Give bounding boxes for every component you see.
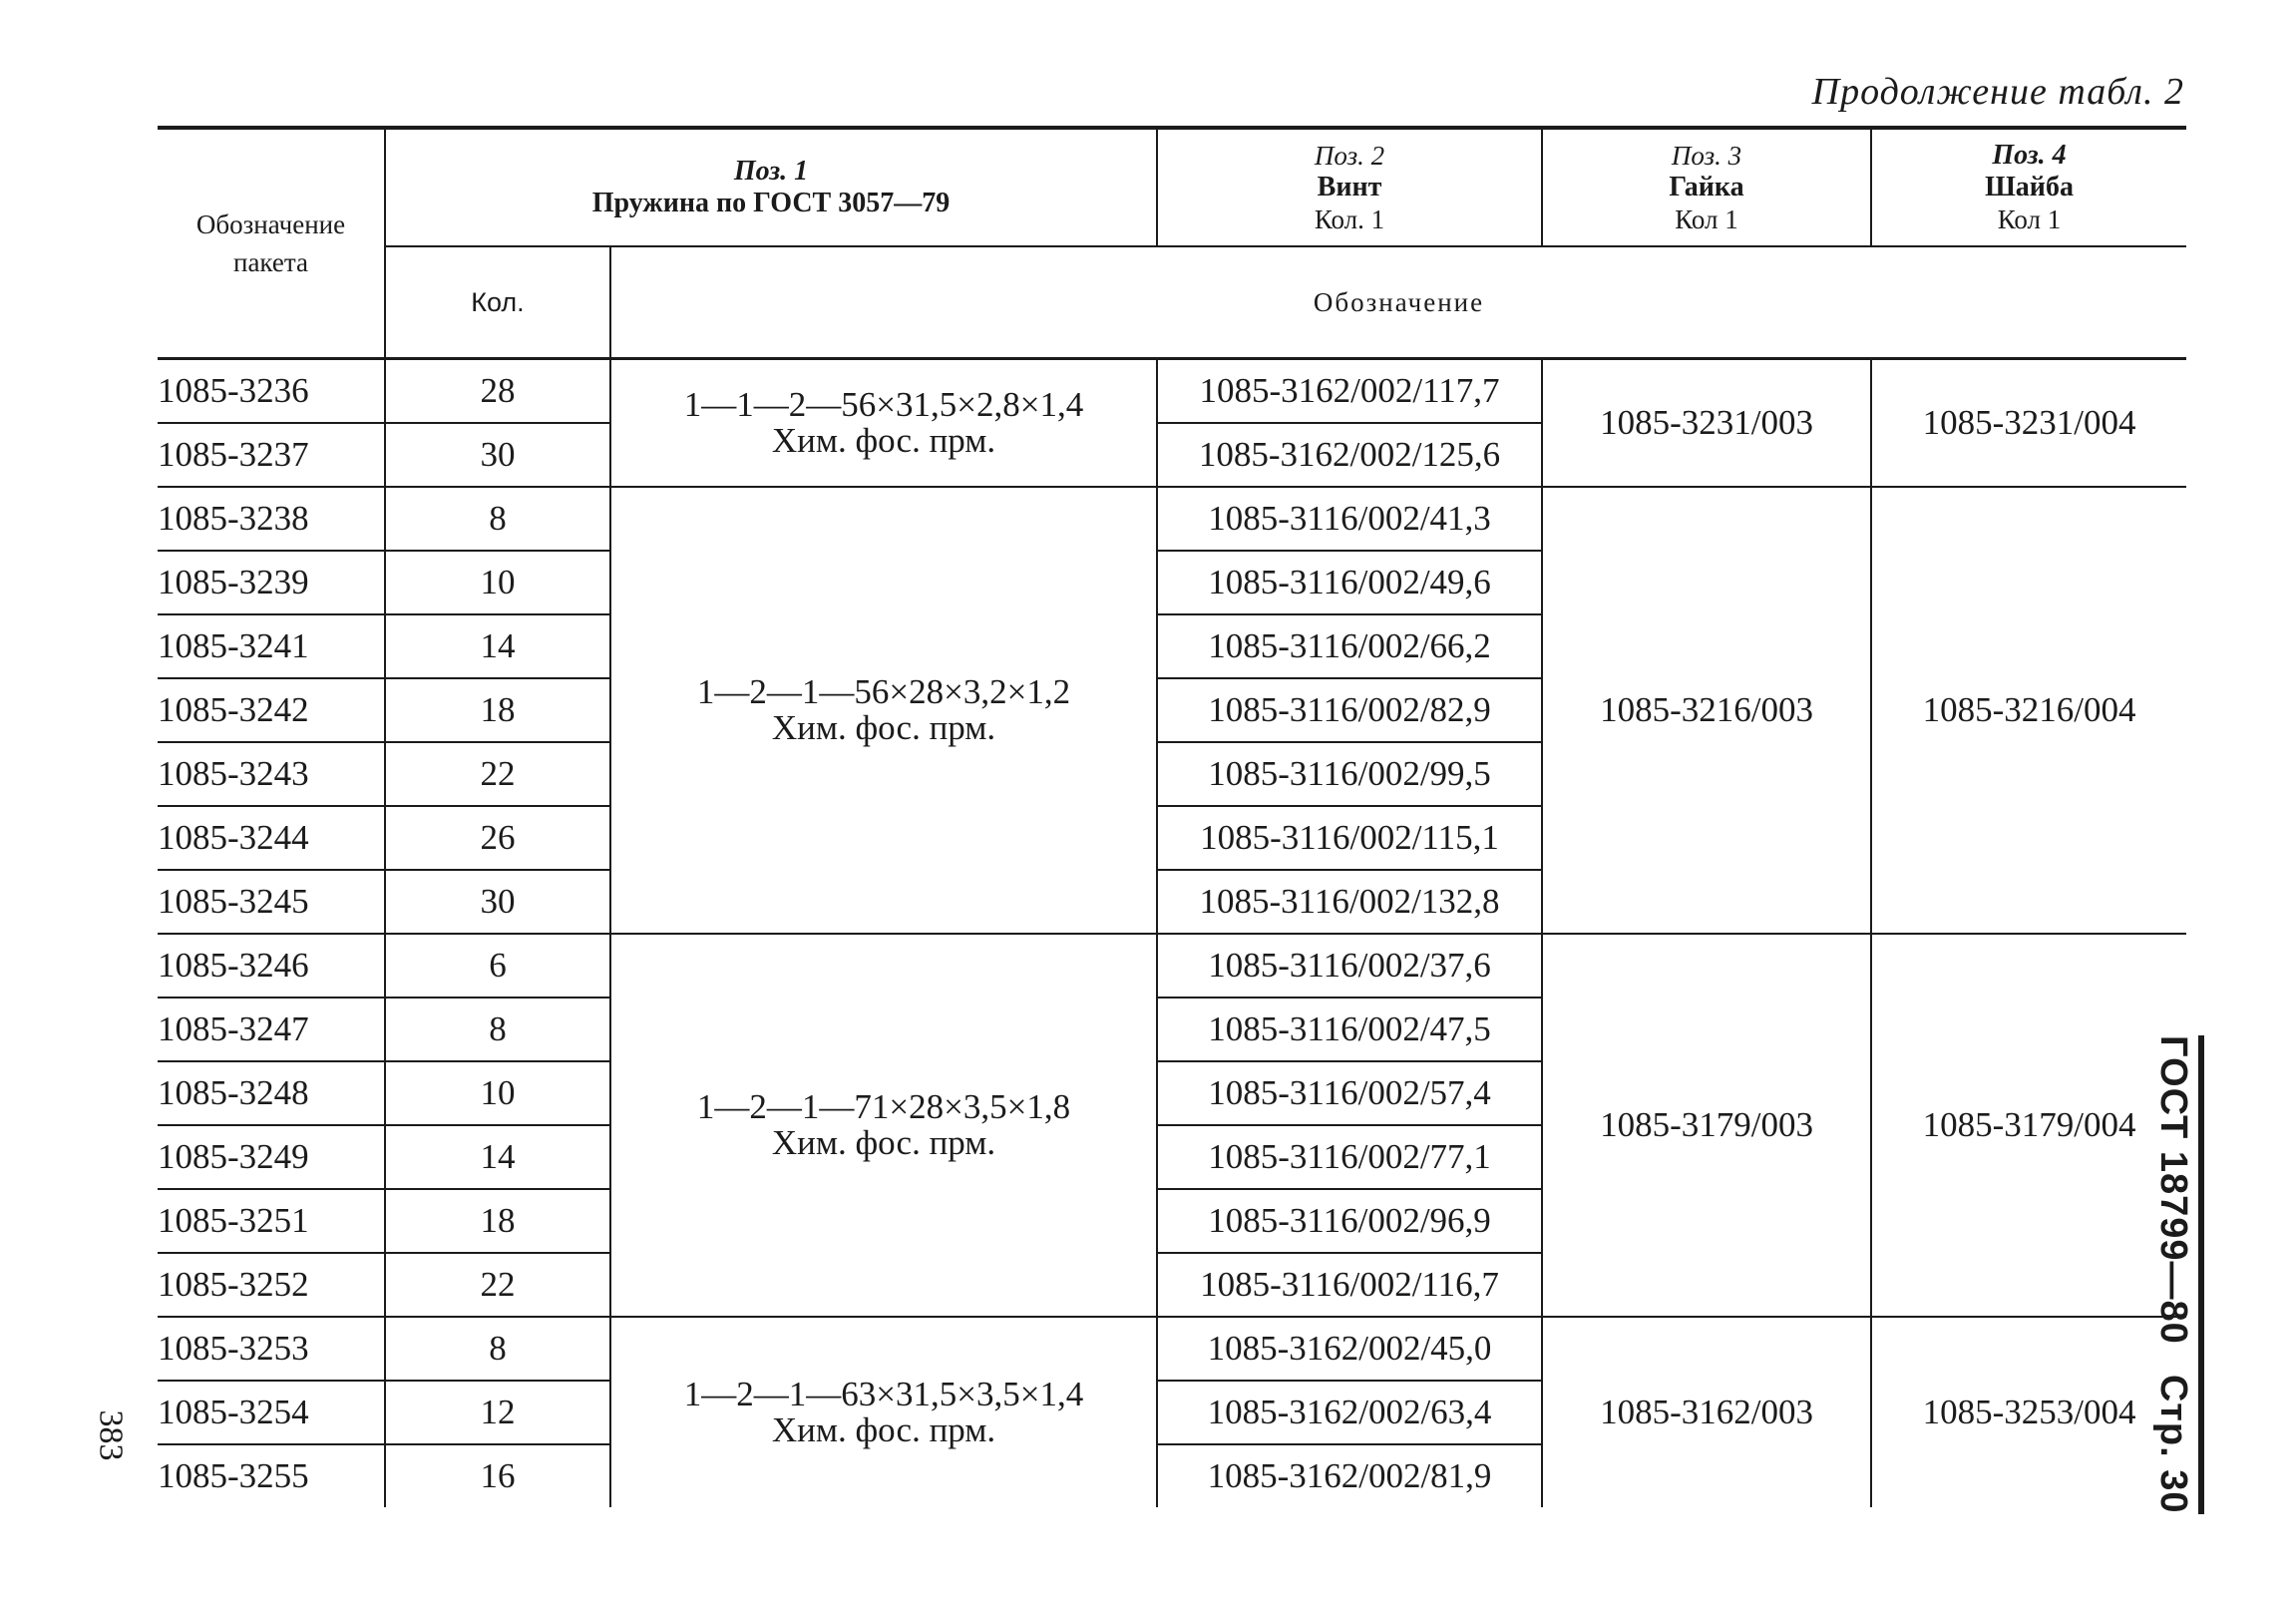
header-pos1-subtitle: Пружина по ГОСТ 3057—79 — [591, 188, 951, 218]
header-pos2-title: Поз. 2 — [1314, 141, 1385, 171]
screw-designation: 1085-3116/002/77,1 — [1157, 1125, 1542, 1189]
screw-designation: 1085-3116/002/66,2 — [1157, 614, 1542, 678]
screw-designation: 1085-3116/002/115,1 — [1157, 806, 1542, 870]
table-row — [158, 1317, 2186, 1381]
package-designation: 1085-3252 — [158, 1253, 385, 1317]
header-pos3-qty: Кол 1 — [1675, 204, 1738, 234]
header-pos1-title: Поз. 1 — [733, 156, 809, 187]
spring-coating: Хим. фос. прм. — [771, 421, 996, 460]
package-designation: 1085-3243 — [158, 742, 385, 806]
header-row-1 — [158, 128, 2186, 246]
spring-quantity: 8 — [385, 998, 610, 1061]
header-pos2-name: Винт — [1317, 172, 1382, 202]
spring-quantity: 14 — [385, 1125, 610, 1189]
header-pos4 — [1871, 128, 2186, 246]
header-package-designation: Обозначение пакета — [158, 128, 385, 359]
header-pos3 — [1542, 128, 1871, 246]
package-designation: 1085-3242 — [158, 678, 385, 742]
package-designation: 1085-3255 — [158, 1456, 309, 1495]
spring-quantity: 30 — [385, 423, 610, 487]
screw-designation: 1085-3116/002/37,6 — [1157, 934, 1542, 998]
screw-designation: 1085-3116/002/96,9 — [1157, 1189, 1542, 1253]
fastener-package-table — [158, 126, 2186, 1507]
spring-size: 1—1—2—56×31,5×2,8×1,4 — [683, 385, 1084, 424]
screw-designation: 1085-3116/002/132,8 — [1157, 870, 1542, 934]
package-designation: 1085-3249 — [158, 1125, 385, 1189]
package-designation: 1085-3251 — [158, 1189, 385, 1253]
nut-designation: 1085-3179/003 — [1542, 934, 1871, 1317]
package-designation: 1085-3241 — [158, 614, 385, 678]
header-pos3-title: Поз. 3 — [1671, 141, 1742, 171]
nut-designation: 1085-3216/003 — [1542, 487, 1871, 934]
spring-quantity: 6 — [385, 934, 610, 998]
spring-quantity: 30 — [385, 870, 610, 934]
screw-designation: 1085-3116/002/49,6 — [1157, 551, 1542, 614]
header-pos4-qty: Кол 1 — [1997, 204, 2062, 234]
package-designation: 1085-3244 — [158, 806, 385, 870]
screw-designation: 1085-3162/002/45,0 — [1157, 1317, 1542, 1381]
spring-quantity: 8 — [385, 1317, 610, 1381]
header-pos4-title: Поз. 4 — [1992, 140, 2067, 171]
package-designation: 1085-3236 — [158, 359, 385, 424]
washer-designation: 1085-3231/004 — [1871, 359, 2186, 488]
spring-size: 1—2—1—71×28×3,5×1,8 — [696, 1087, 1071, 1126]
spring-quantity: 18 — [385, 678, 610, 742]
table-row — [158, 487, 2186, 551]
spring-coating: Хим. фос. прм. — [771, 1123, 996, 1162]
package-designation: 1085-3246 — [158, 934, 385, 998]
spring-quantity: 14 — [385, 614, 610, 678]
screw-designation: 1085-3162/002/125,6 — [1157, 423, 1542, 487]
screw-designation: 1085-3162/002/63,4 — [1157, 1381, 1542, 1444]
package-designation: 1085-3253 — [158, 1317, 385, 1381]
package-designation: 1085-3247 — [158, 998, 385, 1061]
spring-designation — [610, 359, 1157, 488]
spring-coating: Хим. фос. прм. — [771, 1410, 996, 1449]
header-pos3-name: Гайка — [1669, 172, 1744, 202]
nut-designation: 1085-3231/003 — [1542, 359, 1871, 488]
screw-designation: 1085-3162/002/117,7 — [1157, 359, 1542, 424]
washer-designation: 1085-3179/004 — [1871, 934, 2186, 1317]
header-qty: Кол. — [385, 246, 610, 359]
screw-designation: 1085-3116/002/99,5 — [1157, 742, 1542, 806]
page-number: 383 — [92, 1409, 130, 1461]
standard-number: ГОСТ 18799—80 — [2152, 1035, 2194, 1345]
package-designation: 1085-3254 — [158, 1381, 385, 1444]
standard-page: Стр. 30 — [2152, 1374, 2194, 1514]
header-pos2-qty: Кол. 1 — [1314, 204, 1385, 234]
table-continuation-caption: Продолжение табл. 2 — [1811, 71, 2184, 113]
header-row-2 — [158, 246, 2186, 359]
spring-quantity: 8 — [385, 487, 610, 551]
table-row — [158, 934, 2186, 998]
table-row — [158, 359, 2186, 424]
spring-designation — [610, 934, 1157, 1317]
screw-designation: 1085-3116/002/47,5 — [1157, 998, 1542, 1061]
washer-designation: 1085-3253/004 — [1871, 1317, 2186, 1507]
spring-size: 1—2—1—56×28×3,2×1,2 — [696, 672, 1071, 711]
header-pos4-name: Шайба — [1985, 172, 2074, 202]
spring-quantity: 16 — [385, 1444, 610, 1507]
nut-designation: 1085-3162/003 — [1542, 1317, 1871, 1507]
spring-quantity: 12 — [385, 1381, 610, 1444]
spring-quantity: 26 — [385, 806, 610, 870]
spring-quantity: 10 — [385, 551, 610, 614]
screw-designation: 1085-3116/002/41,3 — [1157, 487, 1542, 551]
spring-size: 1—2—1—63×31,5×3,5×1,4 — [683, 1375, 1084, 1413]
screw-designation: 1085-3116/002/82,9 — [1157, 678, 1542, 742]
washer-designation: 1085-3216/004 — [1871, 487, 2186, 934]
screw-designation: 1085-3162/002/81,9 — [1157, 1444, 1542, 1507]
package-designation: 1085-3239 — [158, 551, 385, 614]
screw-designation: 1085-3116/002/57,4 — [1157, 1061, 1542, 1125]
header-designation: Обозначение — [610, 246, 2186, 359]
screw-designation: 1085-3116/002/116,7 — [1157, 1253, 1542, 1317]
header-pos1 — [385, 128, 1157, 246]
spring-coating: Хим. фос. прм. — [771, 708, 996, 747]
header-pos2 — [1157, 128, 1542, 246]
spring-quantity: 22 — [385, 742, 610, 806]
package-designation: 1085-3245 — [158, 870, 385, 934]
spring-quantity: 10 — [385, 1061, 610, 1125]
spring-quantity: 22 — [385, 1253, 610, 1317]
spring-designation — [610, 487, 1157, 934]
package-designation: 1085-3237 — [158, 423, 385, 487]
spring-quantity: 18 — [385, 1189, 610, 1253]
spring-quantity: 28 — [385, 359, 610, 424]
package-designation: 1085-3248 — [158, 1061, 385, 1125]
spring-designation — [610, 1317, 1157, 1507]
package-designation: 1085-3238 — [158, 487, 385, 551]
